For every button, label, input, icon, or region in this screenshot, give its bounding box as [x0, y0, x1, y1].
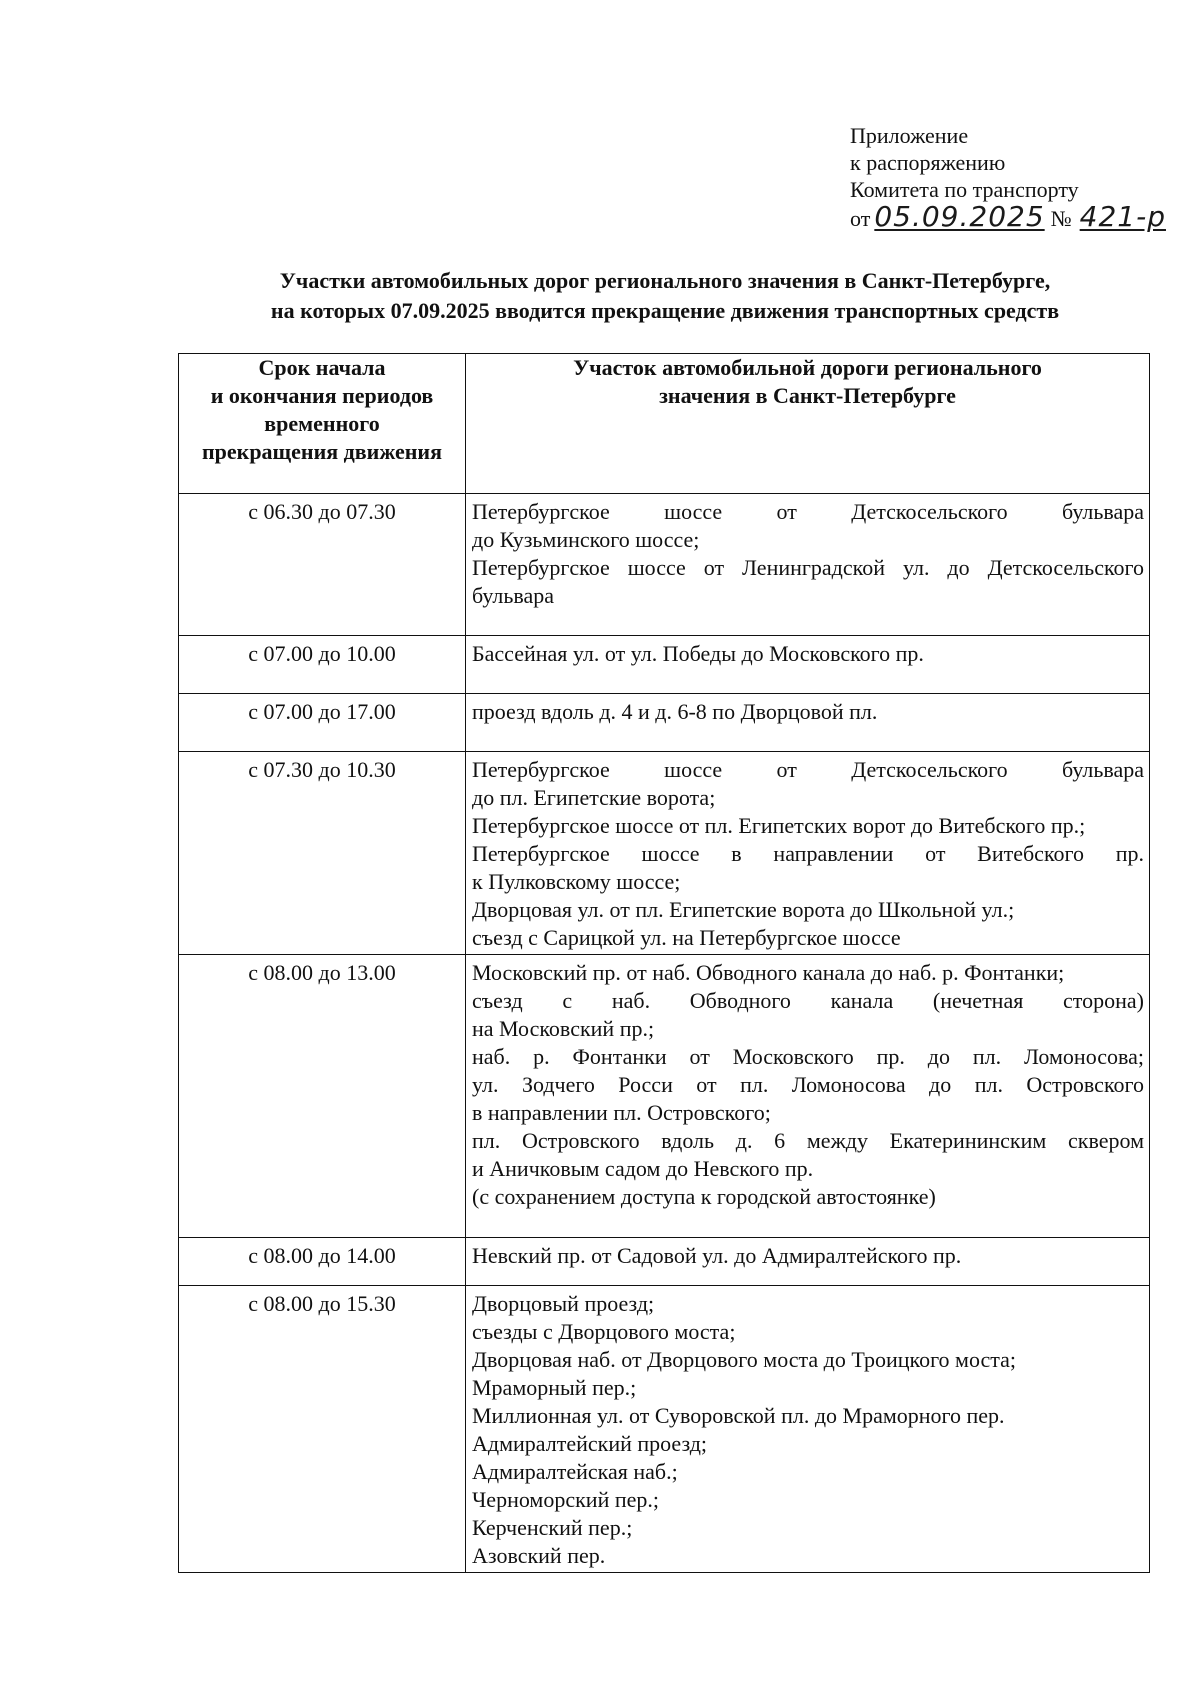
table-row — [179, 1238, 1150, 1286]
road-cell — [466, 1286, 1150, 1573]
time-cell: с 08.00 до 15.30 — [179, 1286, 466, 1573]
road-line: Петербургское шоссе от Детскосельского бульвара — [472, 499, 1144, 524]
header-time-line: Срок начала — [258, 355, 386, 380]
road-line: проезд вдоль д. 4 и д. 6-8 по Дворцовой пл. — [472, 699, 878, 724]
handwritten-date: 05.09.2025 — [874, 200, 1045, 233]
table-row — [179, 752, 1150, 955]
road-line: Петербургское шоссе в направлении от Витебского пр. — [472, 841, 1144, 866]
closures-table — [178, 353, 1150, 1573]
header-time-line: и окончания периодов — [210, 383, 434, 408]
road-line: Московский пр. от наб. Обводного канала до наб. р. Фонтанки; — [472, 960, 1065, 985]
table-row — [179, 694, 1150, 752]
road-line: бульвара — [472, 583, 555, 608]
table-row — [179, 1286, 1150, 1573]
time-cell: с 08.00 до 13.00 — [179, 955, 466, 1238]
annex-line-2: к распоряжению — [850, 150, 1006, 175]
road-line: Невский пр. от Садовой ул. до Адмиралтейского пр. — [472, 1243, 962, 1268]
road-line: Азовский пер. — [472, 1543, 606, 1568]
header-time-cell — [179, 354, 466, 494]
title-line-1: Участки автомобильных дорог регионального значения в Санкт-Петербурге, — [279, 268, 1051, 293]
time-cell: с 07.00 до 17.00 — [179, 694, 466, 752]
road-line: Дворцовая ул. от пл. Египетские ворота до Школьной ул.; — [472, 897, 1015, 922]
road-line: в направлении пл. Островского; — [472, 1100, 771, 1125]
title-line-2: на которых 07.09.2025 вводится прекращение движения транспортных средств — [270, 298, 1060, 323]
road-line: пл. Островского вдоль д. 6 между Екатерининским сквером — [472, 1128, 1144, 1153]
annex-line-3: Комитета по транспорту — [850, 177, 1079, 202]
road-line: ул. Зодчего Росси от пл. Ломоносова до пл. Островского — [472, 1072, 1144, 1097]
road-cell — [466, 752, 1150, 955]
road-line: Петербургское шоссе от пл. Египетских ворот до Витебского пр.; — [472, 813, 1086, 838]
road-line: Черноморский пер.; — [472, 1487, 659, 1512]
road-line: съезд с наб. Обводного канала (нечетная сторона) — [472, 988, 1144, 1013]
header-road-cell — [466, 354, 1150, 494]
road-line: Адмиралтейская наб.; — [472, 1459, 678, 1484]
road-line: (с сохранением доступа к городской автостоянке) — [472, 1184, 936, 1209]
road-line: Дворцовая наб. от Дворцового моста до Троицкого моста; — [472, 1347, 1017, 1372]
table-row — [179, 494, 1150, 636]
road-line: к Пулковскому шоссе; — [472, 869, 681, 894]
road-line: съезд с Сарицкой ул. на Петербургское шоссе — [472, 925, 901, 950]
road-cell — [466, 955, 1150, 1238]
road-line: Мраморный пер.; — [472, 1375, 637, 1400]
annex-date-line — [850, 200, 1172, 233]
road-line: и Аничковым садом до Невского пр. — [472, 1156, 814, 1181]
road-line: Адмиралтейский проезд; — [472, 1431, 708, 1456]
header-time-line: временного — [264, 411, 380, 436]
document-title — [160, 266, 1170, 326]
handwritten-number: 421-р — [1079, 200, 1166, 233]
road-line: Бассейная ул. от ул. Победы до Московского пр. — [472, 641, 924, 666]
table-row — [179, 636, 1150, 694]
road-line: съезды с Дворцового моста; — [472, 1319, 736, 1344]
road-cell — [466, 1238, 1150, 1286]
time-cell: с 07.00 до 10.00 — [179, 636, 466, 694]
road-line: до Кузьминского шоссе; — [472, 527, 700, 552]
road-cell — [466, 636, 1150, 694]
road-line: Керченский пер.; — [472, 1515, 633, 1540]
table-row — [179, 955, 1150, 1238]
road-line: Миллионная ул. от Суворовской пл. до Мраморного пер. — [472, 1403, 1005, 1428]
time-cell: с 08.00 до 14.00 — [179, 1238, 466, 1286]
road-line: наб. р. Фонтанки от Московского пр. до пл. Ломоносова; — [472, 1044, 1144, 1069]
time-cell: с 07.30 до 10.30 — [179, 752, 466, 955]
table-header-row — [179, 354, 1150, 494]
time-cell: с 06.30 до 07.30 — [179, 494, 466, 636]
road-line: Дворцовый проезд; — [472, 1291, 655, 1316]
date-prefix: от — [850, 206, 871, 231]
header-road-line: Участок автомобильной дороги регионального — [573, 355, 1042, 380]
road-line: Петербургское шоссе от Детскосельского бульвара — [472, 757, 1144, 782]
road-cell — [466, 694, 1150, 752]
road-line: до пл. Египетские ворота; — [472, 785, 716, 810]
annex-block — [850, 122, 1172, 232]
header-road-line: значения в Санкт-Петербурге — [659, 383, 956, 408]
road-cell — [466, 494, 1150, 636]
header-time-line: прекращения движения — [201, 439, 443, 464]
annex-line-1: Приложение — [850, 123, 969, 148]
number-prefix: № — [1050, 206, 1072, 231]
road-line: на Московский пр.; — [472, 1016, 655, 1041]
road-line: Петербургское шоссе от Ленинградской ул. до Детскосельского — [472, 555, 1144, 580]
